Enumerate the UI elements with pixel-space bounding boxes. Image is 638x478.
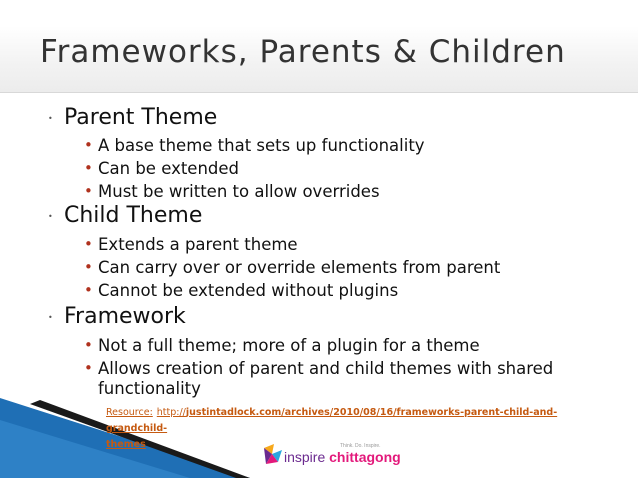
logo-mark-icon [262,444,284,468]
bullet-icon: • [84,359,93,377]
section-heading-text: Framework [64,304,186,329]
list-item [84,182,380,201]
bullet-icon: • [84,159,93,177]
resource-link-body: justintadlock.com/archives/2010/08/16/frameworks-parent-child-and-grandchild- [106,407,558,434]
logo-word-inspire: inspire [284,449,326,465]
section-heading-text: Parent Theme [64,105,218,130]
list-item-text: Cannot be extended without plugins [98,281,399,300]
logo-tagline: Think. Do. Inspire. [340,443,381,449]
inspire-chittagong-logo [262,440,401,470]
list-item-text: Extends a parent theme [98,235,298,254]
list-item-text: functionality [98,379,201,398]
list-item-text: Must be written to allow overrides [98,182,380,201]
bullet-icon: • [48,212,53,221]
section-heading-framework [48,304,186,329]
section-heading-text: Child Theme [64,203,203,228]
list-item [84,281,399,300]
list-item-text: Can carry over or override elements from parent [98,258,501,277]
bullet-icon: • [48,313,53,322]
list-item-continuation [98,379,201,398]
logo-word-chittagong: chittagong [329,449,401,465]
list-item [84,136,425,155]
resource-label: Resource: [106,407,153,418]
list-item [84,336,480,355]
slide-title: Frameworks, Parents & Children [40,34,566,70]
bullet-icon: • [84,235,93,253]
logo-wordmark [284,449,401,465]
list-item [84,258,501,277]
list-item [84,359,554,378]
list-item [84,159,240,178]
bullet-icon: • [84,136,93,154]
list-item [84,235,298,254]
list-item-text: Allows creation of parent and child themes with shared [98,359,554,378]
list-item-text: Not a full theme; more of a plugin for a theme [98,336,480,355]
bullet-icon: • [84,336,93,354]
bullet-icon: • [84,258,93,276]
resource-link-end: themes [106,439,146,450]
resource-link-prefix: http:// [156,407,186,418]
section-heading-parent-theme [48,105,218,130]
bullet-icon: • [84,281,93,299]
section-heading-child-theme [48,203,203,228]
list-item-text: A base theme that sets up functionality [98,136,425,155]
bullet-icon: • [48,114,53,123]
bullet-icon: • [84,182,93,200]
list-item-text: Can be extended [98,159,240,178]
